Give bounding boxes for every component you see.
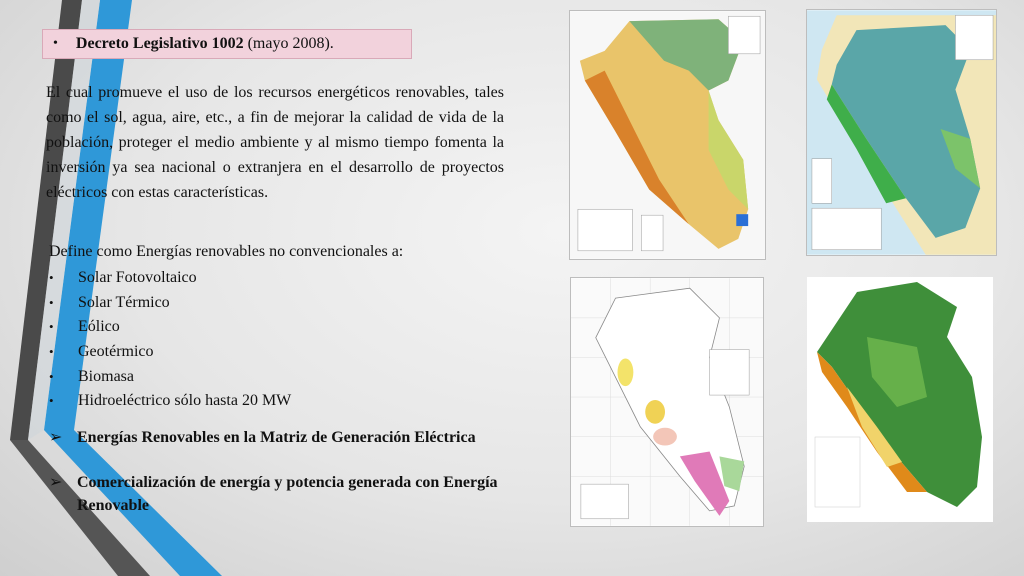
arrow-bullet-icon: ➢ [49,474,63,491]
define-heading: Define como Energías renovables no convencionales a: [49,243,404,260]
renewable-hydro: Hidroeléctrico sólo hasta 20 MW [78,392,292,410]
peru-map-image [571,278,763,526]
renewable-biomass: Biomasa [78,367,134,385]
decree-date: (mayo 2008). [247,35,334,52]
map-geothermal-zones [570,277,764,527]
decree-header [42,29,412,59]
arrow-item-matrix [49,426,509,449]
bullet-icon: • [49,319,54,335]
arrow-item-text: Comercialización de energía y potencia generada con Energía Renovable [77,474,498,514]
list-item [49,365,291,390]
bullet-icon: • [49,393,54,409]
list-item [49,340,291,365]
intro-paragraph: El cual promueve el uso de los recursos energéticos renovables, tales como el sol, agua, aire, etc., a fin de mejorar la calidad de vida de la población, proteger el medio ambiente y al mismo tiempo fomenta la inversión ya sea nacional o extranjera en el desarrollo de proyectos eléctricos con estas características. [46,84,504,201]
arrow-bullet-icon: ➢ [49,429,63,446]
list-item [49,315,291,340]
list-item [49,266,291,291]
renewable-solar-thermal: Solar Térmico [78,293,170,311]
peru-map-image [807,10,996,255]
map-solar-radiation [569,10,766,260]
map-biomass [807,277,993,522]
arrow-item-commercialization [49,471,546,517]
peru-map-image [570,11,765,259]
bullet-icon: • [49,368,54,384]
arrow-item-text: Energías Renovables en la Matriz de Generación Eléctrica [77,429,476,446]
map-land-cover [806,9,997,256]
renewables-list [49,266,291,414]
list-item [49,291,291,316]
bullet-icon: • [49,294,54,310]
header-bullet: • [53,36,58,51]
list-item [49,389,291,414]
bullet-icon: • [49,270,54,285]
renewable-wind: Eólico [78,318,120,336]
bullet-icon: • [49,344,54,360]
renewable-solar-pv: Solar Fotovoltaico [78,269,197,286]
decree-title: Decreto Legislativo 1002 [75,35,244,52]
peru-map-image [807,277,993,522]
renewable-geothermal: Geotérmico [78,343,154,361]
